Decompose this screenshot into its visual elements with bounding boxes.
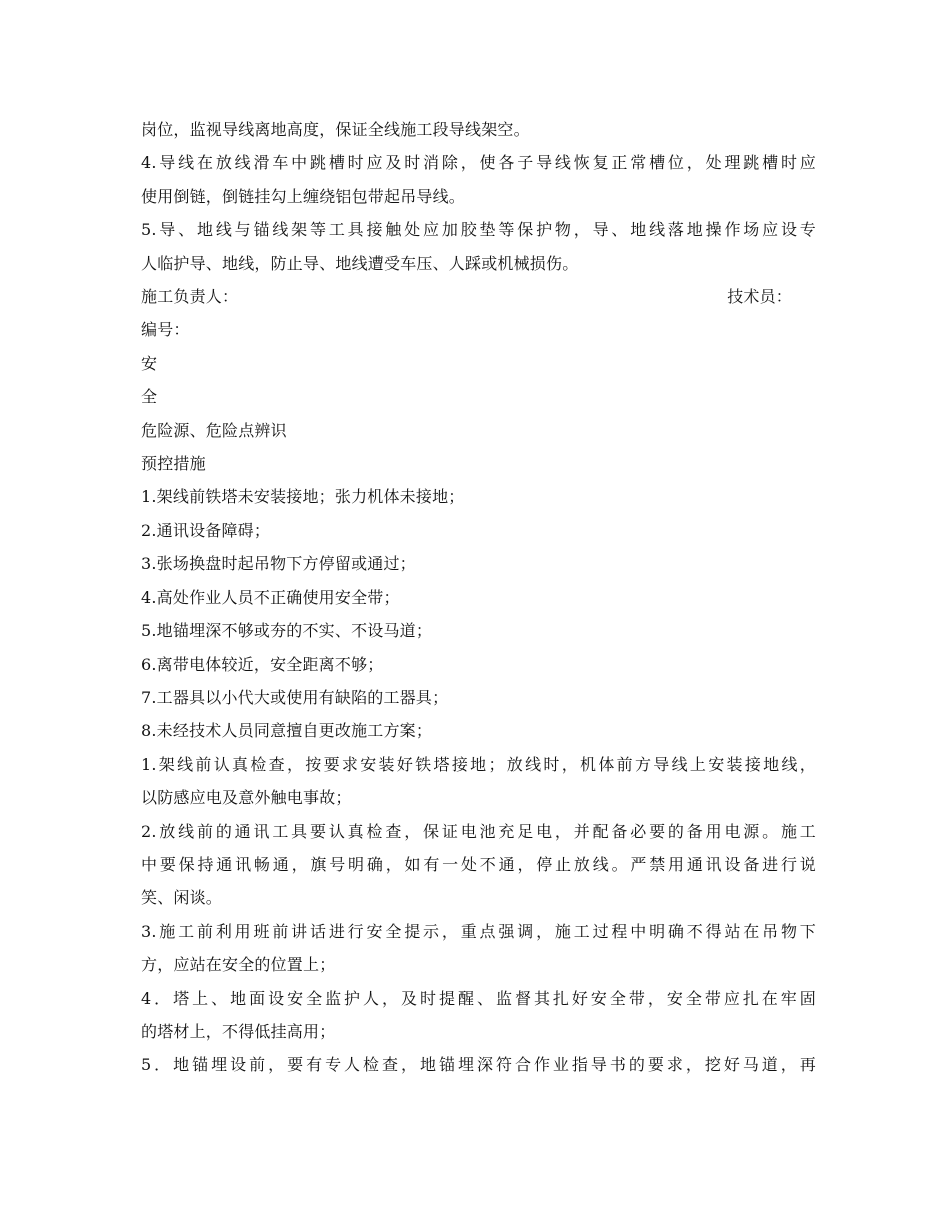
text-line: 使用倒链，倒链挂勾上缠绕铝包带起吊导线。: [141, 186, 466, 206]
text-line: 人临护导、地线，防止导、地线遭受车压、人踩或机械损伤。: [141, 253, 579, 273]
text-line: 全: [141, 387, 158, 407]
text-line: 5.导、地线与锚线架等工具接触处应加胶垫等保护物，导、地线落地操作场应设专: [141, 220, 816, 240]
text-line: 安: [141, 353, 158, 373]
measure-item: 中要保持通讯畅通，旗号明确，如有一处不通，停止放线。严禁用通讯设备进行说: [141, 854, 816, 874]
document-page: [141, 113, 816, 1082]
text-line: 4.导线在放线滑车中跳槽时应及时消除，使各子导线恢复正常槽位，处理跳槽时应: [141, 153, 816, 173]
hazard-item: 3.张场换盘时起吊物下方停留或通过；: [141, 554, 416, 574]
hazard-item: 1.架线前铁塔未安装接地；张力机体未接地；: [141, 487, 465, 507]
technician-label: 技术员：: [727, 287, 792, 307]
hazard-item: 2.通讯设备障碍；: [141, 520, 271, 540]
hazard-item: 5.地锚埋深不够或夯的不实、不设马道；: [141, 621, 433, 641]
text-block-top: [141, 113, 816, 280]
signature-row: [141, 280, 816, 313]
measure-item: 方，应站在安全的位置上；: [141, 955, 336, 975]
measure-item: 5．地锚埋设前，要有专人检查，地锚埋深符合作业指导书的要求，挖好马道，再: [141, 1055, 816, 1075]
number-label: 编号：: [141, 320, 190, 340]
text-block-bottom: [141, 313, 816, 1081]
hazard-item: 4.高处作业人员不正确使用安全带；: [141, 587, 400, 607]
measure-item: 以防感应电及意外触电事故；: [141, 788, 352, 808]
measure-item: 的塔材上，不得低挂高用；: [141, 1021, 336, 1041]
hazard-item: 6.离带电体较近，安全距离不够；: [141, 654, 384, 674]
construction-lead-label: 施工负责人：: [141, 287, 239, 307]
section-heading: 预控措施: [141, 454, 206, 474]
measure-item: 1.架线前认真检查，按要求安装好铁塔接地；放线时，机体前方导线上安装接地线，: [141, 754, 816, 774]
measure-item: 4．塔上、地面设安全监护人，及时提醒、监督其扎好安全带，安全带应扎在牢固: [141, 988, 816, 1008]
measure-item: 2.放线前的通讯工具要认真检查，保证电池充足电，并配备必要的备用电源。施工: [141, 821, 816, 841]
text-line: 岗位，监视导线离地高度，保证全线施工段导线架空。: [141, 120, 530, 139]
measure-item: 笑、闲谈。: [141, 888, 223, 908]
hazard-item: 7.工器具以小代大或使用有缺陷的工器具；: [141, 687, 449, 707]
hazard-item: 8.未经技术人员同意擅自更改施工方案；: [141, 721, 433, 741]
section-heading: 危险源、危险点辨识: [141, 420, 287, 440]
measure-item: 3.施工前利用班前讲话进行安全提示，重点强调，施工过程中明确不得站在吊物下: [141, 921, 816, 941]
